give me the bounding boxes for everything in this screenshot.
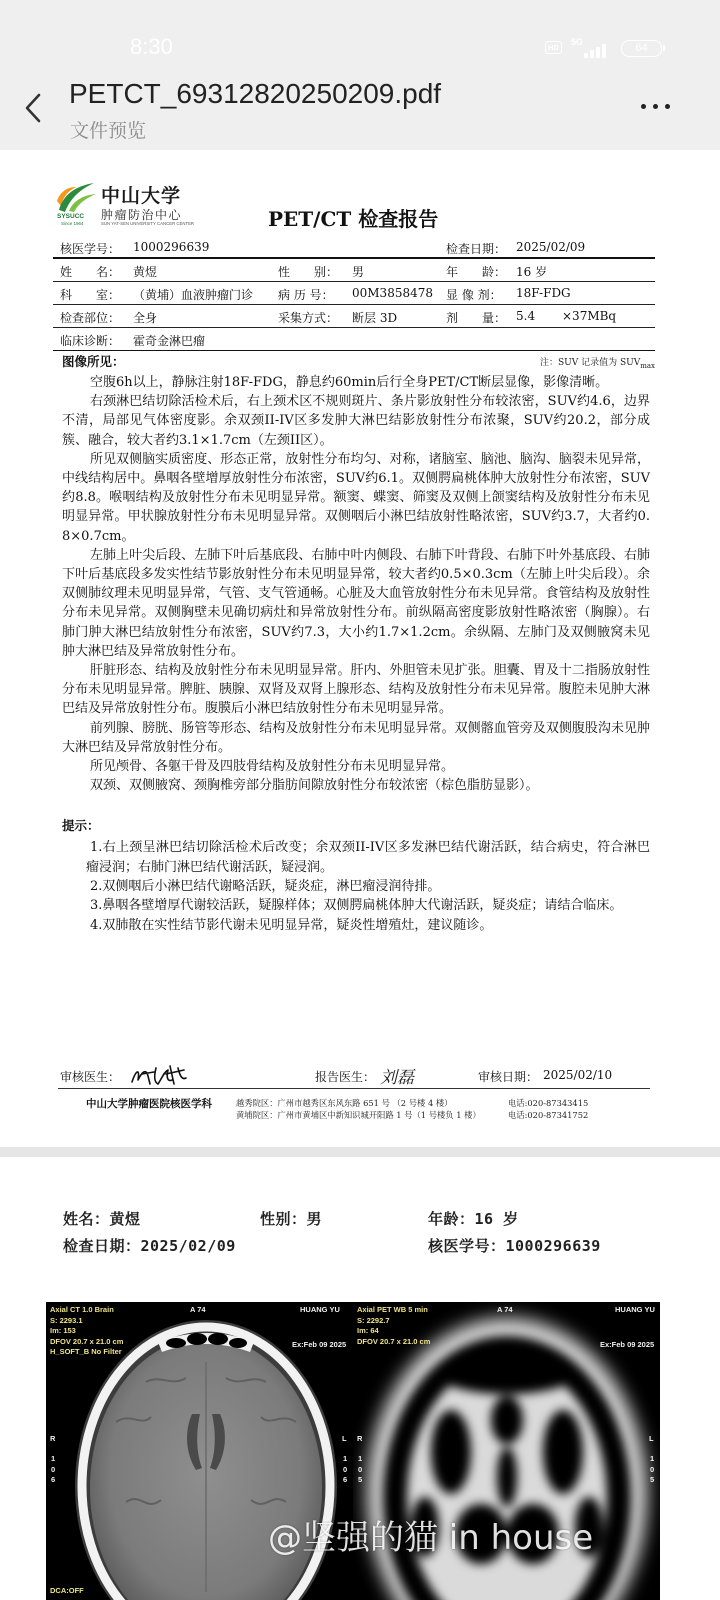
findings-paragraph: 肝脏形态、结构及放射性分布未见明显异常。肝内、外胆管未见扩张。胆囊、胃及十二指肠放射性分布未见明显异常。脾脏、胰腺、双肾及双肾上腺形态、结构及放射性分布未见异常。腹腔未见肿大淋巴结及异常放射性分布。腹膜后小淋巴结放射性分布未见明显异常。	[62, 663, 650, 717]
name-value: 黄煜	[133, 265, 158, 279]
ct-left-marker: L	[342, 1434, 347, 1443]
phone-line: 电话:020-87343415	[508, 1098, 589, 1108]
pet-series: Axial PET WB 5 min	[357, 1305, 428, 1314]
mrn-label: 核医学号：	[60, 242, 121, 256]
info-row	[53, 305, 655, 328]
scale-digit: 1	[650, 1454, 655, 1463]
pet-right-marker: R	[357, 1434, 363, 1443]
exam-date-label: 检查日期：	[446, 242, 507, 256]
scale-digit: 5	[358, 1475, 363, 1484]
pet-image-number: Im: 64	[357, 1326, 379, 1335]
battery-icon	[621, 40, 662, 57]
chevron-left-icon	[22, 92, 46, 124]
battery-cap	[663, 45, 665, 51]
department-name: 中山大学肿瘤医院核医学科	[86, 1098, 212, 1110]
age-label: 年 龄：	[446, 265, 507, 279]
report-body	[62, 373, 650, 935]
dept-label: 科 室：	[60, 288, 121, 302]
watermark: @坚强的猫 in house	[268, 1518, 594, 1558]
impression-item: 2.双侧咽后小淋巴结代谢略活跃，疑炎症，淋巴瘤浸润待排。	[90, 879, 441, 895]
ct-scale-right	[51, 1454, 55, 1486]
diagnosis-label: 临床诊断：	[60, 334, 121, 348]
logo-university-name: 中山大学	[101, 185, 182, 207]
p2-age: 年龄：16 岁	[428, 1210, 519, 1228]
dose-value: 5.4	[516, 309, 536, 323]
info-row	[53, 259, 655, 282]
network-type-label: 5G	[571, 37, 584, 47]
hospital-logo-icon	[54, 179, 98, 215]
pet-dfov: DFOV 20.7 x 21.0 cm	[357, 1336, 431, 1346]
findings-paragraph: 所见颅骨、各躯干骨及四肢骨结构及放射性分布未见明显异常。	[90, 759, 455, 775]
logo-english-name: SUN YAT-SEN UNIVERSITY CANCER CENTER	[101, 221, 195, 226]
scale-digit: 0	[343, 1464, 348, 1474]
suv-note-subscript: max	[640, 361, 655, 370]
sex-label: 性 别：	[278, 265, 339, 279]
impression-item: 4.双肺散在实性结节影代谢未见明显异常，疑炎性增殖灶，建议随诊。	[90, 917, 493, 933]
pet-slice: S: 2292.7	[357, 1315, 390, 1325]
status-time: 8:30	[130, 34, 173, 59]
logo-center-name: 肿瘤防治中心	[101, 208, 183, 222]
dept-value: （黄埔）血液肿瘤门诊	[133, 288, 254, 302]
pdf-page-2	[0, 1157, 720, 1600]
impression-heading: 提示：	[62, 818, 100, 834]
reporter-label: 报告医生：	[315, 1070, 376, 1084]
findings-heading: 图像所见：	[62, 354, 125, 369]
reviewer-signature	[128, 1062, 190, 1088]
p2-exam-date: 检查日期：2025/02/09	[63, 1237, 236, 1255]
battery-level: 64	[635, 42, 648, 54]
info-row	[53, 236, 655, 259]
reporter-signature: 刘磊	[380, 1068, 414, 1088]
findings-paragraph: 所见双侧脑实质密度、形态正常，放射性分布均匀、对称，诸脑室、脑池、脑沟、脑裂未见异常，中线结构居中。鼻咽各壁增厚放射性分布浓密，SUV约6.1。双侧腭扁桃体肿大放射性分布浓密，SUV约8.8。喉咽结构及放射性分布未见明显异常。额窦、蝶窦、筛窦及双侧上颌窦结构及放射性分布未见明显异常。甲状腺放射性分布未见明显异常。双侧咽后小淋巴结放射性略浓密，SUV约3.7，大者约0.8×0.7cm。	[62, 451, 650, 544]
ct-image-number: Im: 153	[50, 1326, 76, 1335]
scale-digit: 1	[358, 1454, 363, 1463]
ct-filter: H_SOFT_B No Filter	[50, 1347, 122, 1356]
p2-sex: 性别：男	[260, 1210, 323, 1228]
tracer-label: 显 像 剂：	[446, 288, 502, 302]
impression-item: 1.右上颈呈淋巴结切除活检术后改变；余双颈II-IV区多发淋巴结代谢活跃，结合病史，符合淋巴瘤浸润；右肺门淋巴结代谢活跃，疑浸润。	[86, 840, 650, 875]
ct-patient-name: HUANG YU	[300, 1305, 340, 1314]
ct-right-marker: R	[50, 1434, 56, 1443]
ct-dfov: DFOV 20.7 x 21.0 cm	[50, 1336, 124, 1346]
ct-scale-left	[343, 1454, 347, 1486]
logo-abbreviation: SYSUCC	[57, 213, 85, 220]
pet-scale-left	[650, 1454, 654, 1486]
hd-icon: HD	[545, 41, 562, 54]
ct-dca: DCA:OFF	[50, 1586, 84, 1595]
dose-label: 剂 量：	[446, 311, 507, 325]
address-line: 越秀院区：广州市越秀区东风东路 651 号 （2 号楼 4 楼）	[236, 1098, 453, 1108]
pet-exam-date: Ex:Feb 09 2025	[600, 1340, 655, 1349]
document-title: PETCT_69312820250209.pdf	[69, 78, 442, 109]
reviewer-label: 审核医生：	[60, 1070, 121, 1084]
findings-paragraph: 空腹6h以上，静脉注射18F-FDG，静息约60min后行全身PET/CT断层显像，影像清晰。	[90, 375, 609, 390]
exam-date-value: 2025/02/09	[516, 240, 586, 254]
pet-left-marker: L	[649, 1434, 654, 1443]
review-date-label: 审核日期：	[478, 1070, 539, 1084]
pet-overlay-info	[357, 1305, 430, 1347]
ct-slice: S: 2293.1	[50, 1315, 83, 1325]
mrn-value: 1000296639	[133, 240, 210, 254]
status-bar	[0, 0, 720, 70]
mode-label: 采集方式：	[278, 311, 339, 325]
scale-digit: 0	[51, 1464, 56, 1474]
ct-exam-date: Ex:Feb 09 2025	[292, 1340, 347, 1349]
phone-line: 电话:020-87341752	[508, 1110, 589, 1120]
scale-digit: 1	[343, 1454, 348, 1463]
report-title: PET/CT 检查报告	[268, 207, 439, 231]
info-row	[53, 328, 655, 351]
scale-digit: 5	[650, 1475, 655, 1484]
footer-divider	[58, 1088, 650, 1089]
scale-digit: 0	[358, 1464, 363, 1474]
document-viewer[interactable]	[0, 150, 720, 1600]
scale-digit: 0	[650, 1464, 655, 1474]
name-label: 姓 名：	[60, 265, 121, 279]
findings-paragraph: 双颈、双侧腋窝、颈胸椎旁部分脂肪间隙放射性分布较浓密（棕色脂肪显影）。	[90, 778, 539, 794]
p2-mrn: 核医学号：1000296639	[428, 1237, 601, 1255]
pet-age-tag: A 74	[497, 1305, 513, 1314]
signal-icon	[584, 44, 614, 58]
ct-age-tag: A 74	[190, 1305, 206, 1314]
mode-value: 断层 3D	[352, 311, 398, 325]
patient-info-table	[53, 236, 655, 351]
diagnosis-value: 霍奇金淋巴瘤	[133, 334, 206, 348]
back-button[interactable]	[22, 92, 46, 124]
suv-note	[540, 355, 655, 370]
findings-paragraph: 右颈淋巴结切除活检术后，右上颈术区不规则斑片、条片影放射性分布较浓密，SUV约4.6，边界不清，局部见气体密度影。余双颈II-IV区多发肿大淋巴结影放射性分布浓聚，SUV约20.2，部分成簇、融合，较大者约3.1×1.7cm（左颈II区）。	[62, 394, 650, 448]
ct-series: Axial CT 1.0 Brain	[50, 1305, 114, 1314]
review-date-value: 2025/02/10	[543, 1068, 613, 1082]
more-options-button[interactable]	[641, 104, 675, 112]
record-label: 病 历 号：	[278, 288, 334, 302]
dose-unit: ×37MBq	[562, 309, 617, 323]
tracer-value: 18F-FDG	[516, 286, 571, 300]
logo-since: Since 1964	[61, 221, 84, 226]
scale-digit: 1	[51, 1454, 56, 1463]
site-value: 全身	[133, 311, 158, 325]
ct-overlay-info	[50, 1305, 123, 1358]
record-value: 00M3858478	[352, 286, 433, 300]
impression-list	[62, 838, 650, 934]
document-subtitle: 文件预览	[70, 121, 147, 142]
scale-digit: 6	[51, 1475, 56, 1484]
pdf-page-1	[0, 150, 720, 1147]
sex-value: 男	[352, 265, 365, 279]
pet-patient-name: HUANG YU	[615, 1305, 655, 1314]
pet-scale-right	[358, 1454, 362, 1486]
p2-name: 姓名：黄煜	[63, 1210, 141, 1228]
age-value: 16 岁	[516, 265, 548, 279]
findings-paragraph: 左肺上叶尖后段、左肺下叶后基底段、右肺中叶内侧段、右肺下叶背段、右肺下叶外基底段、右肺下叶后基底段多发实性结节影放射性分布未见明显异常，较大者约0.5×0.3cm（左肺上叶尖后段）。余双侧肺纹理未见明显异常，气管、支气管通畅。心脏及大血管放射性分布未见异常。食管结构及放射性分布未见异常。双侧胸壁未见确切病灶和异常放射性分布。前纵隔高密度影放射性略浓密（胸腺）。右肺门肿大淋巴结放射性分布浓密，SUV约7.3，大小约1.7×1.2cm。余纵隔、左肺门及双侧腋窝未见肿大淋巴结及异常放射性分布。	[62, 547, 650, 659]
site-label: 检查部位：	[60, 311, 121, 325]
suv-note-text: 注：SUV 记录值为 SUV	[540, 358, 641, 368]
findings-paragraph: 前列腺、膀胱、肠管等形态、结构及放射性分布未见明显异常。双侧髂血管旁及双侧腹股沟未见肿大淋巴结及异常放射性分布。	[62, 720, 650, 755]
address-line: 黄埔院区：广州市黄埔区中新知识城开阳路 1 号（1 号楼负 1 楼）	[236, 1110, 481, 1120]
impression-item: 3.鼻咽各壁增厚代谢较活跃，疑腺样体；双侧腭扁桃体肿大代谢活跃，疑炎症；请结合临床。	[90, 898, 623, 914]
info-row	[53, 282, 655, 305]
scale-digit: 6	[343, 1475, 348, 1484]
